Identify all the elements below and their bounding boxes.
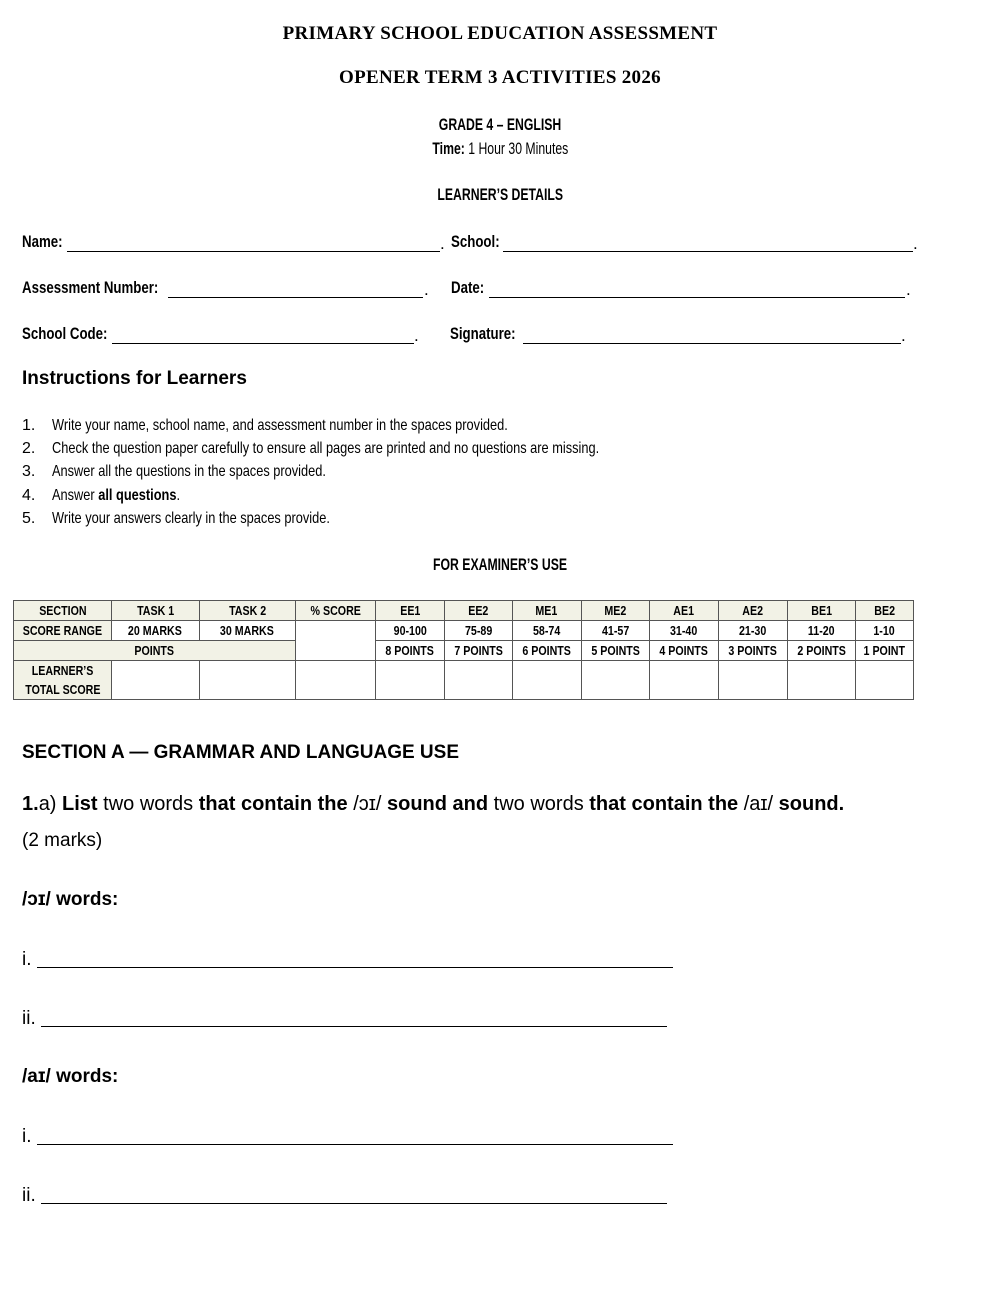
paper-subtitle: OPENER TERM 3 ACTIVITIES 2026 (339, 67, 661, 88)
name-terminator: . (440, 234, 445, 253)
instruction-number: 5. (22, 510, 36, 527)
table-cell: 3 POINTS (718, 641, 787, 661)
instruction-number: 3. (22, 463, 36, 480)
learner-details-heading-text: LEARNER’S DETAILS (437, 185, 563, 204)
time-allowed (0, 139, 1000, 159)
score-entry-cell[interactable] (581, 661, 649, 700)
school-code-terminator: . (414, 326, 419, 345)
table-header-cell: SECTION (14, 601, 112, 621)
table-header-cell: TASK 1 (111, 601, 199, 621)
assessment-number-terminator: . (424, 280, 429, 299)
ai-answer-line-i[interactable] (37, 1144, 673, 1145)
oi-answer-label-ii: ii. (22, 1008, 36, 1029)
examiner-score-table (13, 600, 914, 700)
table-cell: 4 POINTS (649, 641, 718, 661)
table-cell: 41-57 (581, 621, 649, 641)
score-entry-cell[interactable] (787, 661, 855, 700)
time-label: Time: (432, 139, 465, 158)
ai-answer-line-ii[interactable] (41, 1203, 667, 1204)
score-entry-cell[interactable] (444, 661, 512, 700)
school-code-label: School Code: (22, 324, 108, 343)
points-row (14, 641, 914, 661)
table-cell: 30 MARKS (199, 621, 295, 641)
name-label: Name: (22, 232, 63, 251)
score-entry-cell[interactable] (375, 661, 444, 700)
time-value: 1 Hour 30 Minutes (467, 139, 568, 158)
table-header-cell: EE1 (375, 601, 444, 621)
score-entry-cell[interactable] (718, 661, 787, 700)
table-header-cell: ME1 (512, 601, 581, 621)
ai-answer-label-i: i. (22, 1126, 32, 1147)
table-header-cell: % SCORE (295, 601, 375, 621)
paper-title: PRIMARY SCHOOL EDUCATION ASSESSMENT (282, 23, 718, 44)
instruction-number: 2. (22, 440, 36, 457)
points-label: POINTS (14, 641, 296, 661)
score-entry-cell[interactable] (295, 661, 375, 700)
instruction-text: Write your name, school name, and assessment number in the spaces provided. (52, 417, 508, 434)
table-header-cell: ME2 (581, 601, 649, 621)
question-number: 1. (22, 793, 39, 815)
percent-score-cell[interactable] (295, 621, 375, 661)
score-range-label: SCORE RANGE (14, 621, 112, 641)
score-entry-cell[interactable] (855, 661, 913, 700)
table-cell: 11-20 (787, 621, 855, 641)
assessment-number-field[interactable] (168, 297, 423, 298)
signature-label: Signature: (450, 324, 516, 343)
instruction-number: 1. (22, 417, 36, 434)
signature-terminator: . (901, 326, 906, 345)
table-cell: 1 POINT (855, 641, 913, 661)
name-field[interactable] (67, 251, 440, 252)
table-header-cell: BE2 (855, 601, 913, 621)
table-header-cell: AE2 (718, 601, 787, 621)
school-terminator: . (913, 234, 918, 253)
score-entry-cell[interactable] (649, 661, 718, 700)
assessment-number-label: Assessment Number: (22, 278, 159, 297)
instruction-text: Answer all the questions in the spaces provided. (52, 463, 326, 480)
table-header-cell: EE2 (444, 601, 512, 621)
school-label: School: (451, 232, 500, 251)
oi-words-heading: /ɔɪ/ words: (22, 889, 119, 910)
table-cell: 1-10 (855, 621, 913, 641)
instructions-heading: Instructions for Learners (22, 368, 247, 389)
score-entry-cell[interactable] (199, 661, 295, 700)
question-marks: (2 marks) (22, 830, 103, 851)
table-header-cell: BE1 (787, 601, 855, 621)
learner-details-heading (0, 185, 1000, 205)
question-1a: 1.a) List two words that contain the /ɔɪ/ sound and two words that contain the /aɪ/ sound. (22, 793, 845, 815)
table-cell: 8 POINTS (375, 641, 444, 661)
table-cell: 20 MARKS (111, 621, 199, 641)
oi-answer-line-i[interactable] (37, 967, 673, 968)
table-header-row (14, 601, 914, 621)
table-cell: 2 POINTS (787, 641, 855, 661)
table-cell: 75-89 (444, 621, 512, 641)
examiner-heading: FOR EXAMINER’S USE (433, 555, 567, 574)
instruction-emphasis: all questions (98, 487, 177, 504)
school-field[interactable] (503, 251, 913, 252)
learner-total-label: LEARNER’S TOTAL SCORE (14, 661, 112, 700)
date-label: Date: (451, 278, 485, 297)
instruction-text: Answer all questions. (52, 487, 181, 504)
date-field[interactable] (489, 297, 905, 298)
date-terminator: . (906, 280, 911, 299)
table-cell: 90-100 (375, 621, 444, 641)
ai-words-heading: /aɪ/ words: (22, 1066, 119, 1087)
instruction-text: Check the question paper carefully to ensure all pages are printed and no questions are missing. (52, 440, 600, 457)
table-cell: 31-40 (649, 621, 718, 641)
score-entry-cell[interactable] (512, 661, 581, 700)
oi-answer-label-i: i. (22, 949, 32, 970)
table-cell: 6 POINTS (512, 641, 581, 661)
table-cell: 5 POINTS (581, 641, 649, 661)
table-cell: 21-30 (718, 621, 787, 641)
score-entry-cell[interactable] (111, 661, 199, 700)
ai-answer-label-ii: ii. (22, 1185, 36, 1206)
grade-subject-text: GRADE 4 – ENGLISH (438, 115, 562, 134)
table-cell: 7 POINTS (444, 641, 512, 661)
section-a-heading: SECTION A — GRAMMAR AND LANGUAGE USE (22, 742, 459, 763)
score-range-row (14, 621, 914, 641)
table-header-cell: TASK 2 (199, 601, 295, 621)
table-cell: 58-74 (512, 621, 581, 641)
school-code-field[interactable] (112, 343, 414, 344)
instruction-text: Write your answers clearly in the spaces provide. (52, 510, 330, 527)
instruction-number: 4. (22, 487, 36, 504)
table-header-cell: AE1 (649, 601, 718, 621)
learner-total-row (14, 661, 914, 700)
grade-subject (0, 115, 1000, 135)
signature-field[interactable] (523, 343, 901, 344)
oi-answer-line-ii[interactable] (41, 1026, 667, 1027)
